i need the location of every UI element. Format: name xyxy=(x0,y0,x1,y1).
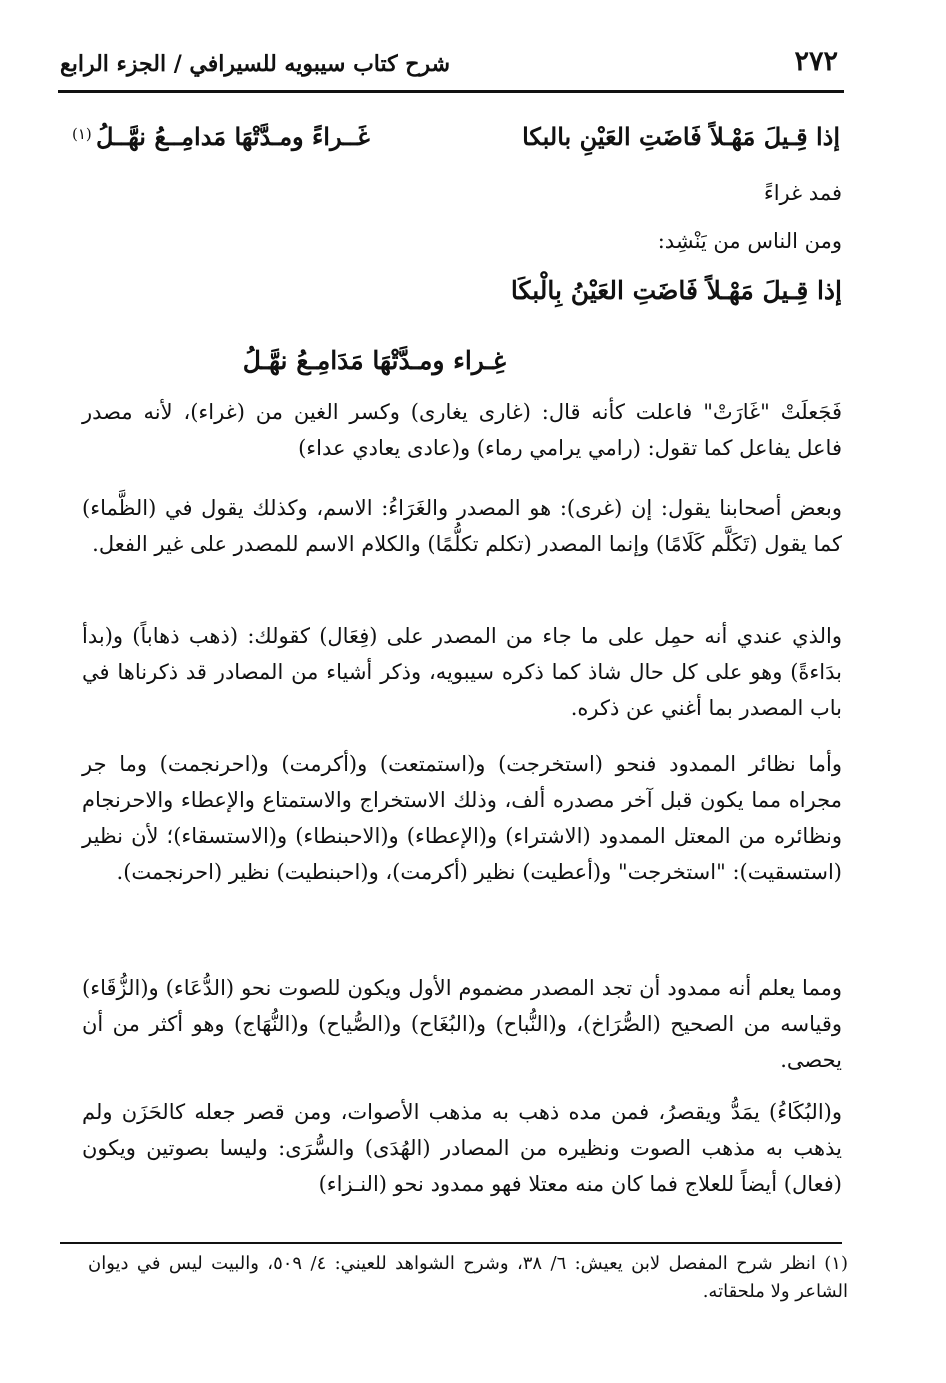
running-title: شرح كتاب سيبويه للسيرافي / الجزء الرابع xyxy=(60,51,451,77)
paragraph-1: فَجَعلَتْ "غَارَتْ" فاعلت كأنه قال: (غارى يغارى) وكسر الغين من (غراء)، لأنه مصدر فاعل يفاعل كما تقول: (رامي يرامي رماء) و(عادى يعادي عداء) xyxy=(82,400,842,460)
paragraph-3: والذي عندي أنه حمِل على ما جاء من المصدر على (فِعَال) كقولك: (ذهب ذهاباً) و(بدأ بدَاءةً) وهو على كل حال شاذ كما ذكره سيبويه، وذكر أشياء من المصادر قد ذكرناها في باب المصدر بما أغني عن ذكره. xyxy=(82,624,842,720)
footnote: (١) انظر شرح المفصل لابن يعيش: ٦/ ٣٨، وشرح الشواهد للعيني: ٤/ ٥٠٩، والبيت ليس في ديوان الشاعر ولا ملحقاته. xyxy=(88,1253,848,1302)
verse-top-second-hemistich: غَــراءً ومـدَّتْهَا مَدامِــعُ نهَّــلُ xyxy=(96,122,370,151)
paragraph-2: وبعض أصحابنا يقول: إن (غرى): هو المصدر والغَرَاءُ: الاسم، وكذلك يقول في (الظَّماء) كما يقول (تَكَلَّم كَلَامًا) وإنما المصدر (تكلم تكلُّمًا) والكلام الاسم للمصدر على غير الفعل. xyxy=(82,496,842,556)
text-line-2: ومن الناس من يَنْشِد: xyxy=(657,229,842,253)
verse-second-second-hemistich: غِـراء ومـدَّتْهَا مَدَامِـعُ نهَّـلُ xyxy=(242,346,506,375)
verse-second-first-hemistich: إذا قِـيلَ مَهْـلاً فَاضَتِ العَيْنُ بِالْبكَا xyxy=(510,276,842,305)
footnote-rule xyxy=(60,1242,842,1244)
paragraph-6: و(البُكَاءُ) يمَدُّ ويقصرُ، فمن مده ذهب به مذهب الأصوات، ومن قصر جعله كالحَزَن ولم يذهب به مذهب الصوت ونظيره من المصادر (الهُدَى) والسُّرَى: وليسا بصوتين ويكون (فعال) أيضاً للعلاج فما كان منه معتلا فهو ممدود نحو (النـزاء) xyxy=(82,1100,842,1196)
header-rule xyxy=(58,90,844,93)
footnote-marker: (١) xyxy=(72,125,92,143)
paragraph-5: ومما يعلم أنه ممدود أن تجد المصدر مضموم الأول ويكون للصوت نحو (الدُّعَاء) و(الزُّقَاء) وقياسه من الصحيح (الصُّرَاخ)، و(النُّباح) و(البُغَاح) و(الصُّياح) و(النُّهَاج) وهو أكثر من أن يحصى. xyxy=(82,976,842,1072)
verse-top xyxy=(60,112,840,162)
paragraph-4: وأما نظائر الممدود فنحو (استخرجت) و(استمتعت) و(أكرمت) و(احرنجمت) وما جر مجراه مما يكون قبل آخر مصدره ألف، وذلك الاستخراج والاستمتاع والإعطاء والاحرنجام ونظائره من المعتل الممدود (الاشتراء) و(الإعطاء) و(الاحبنطاء) و(الاستسقاء)؛ لأن نظير (استسقيت): "استخرجت" و(أعطيت) نظير (أكرمت)، و(احبنطيت) نظير (احرنجمت). xyxy=(82,752,842,884)
page-number: ٢٧٢ xyxy=(794,46,838,77)
text-line-1: فمد غراءً xyxy=(763,181,842,205)
page-header xyxy=(58,42,844,82)
verse-top-first-hemistich: إذا قِـيلَ مَهْـلاً فَاضَتِ العَيْنِ بالبكا xyxy=(522,122,840,151)
